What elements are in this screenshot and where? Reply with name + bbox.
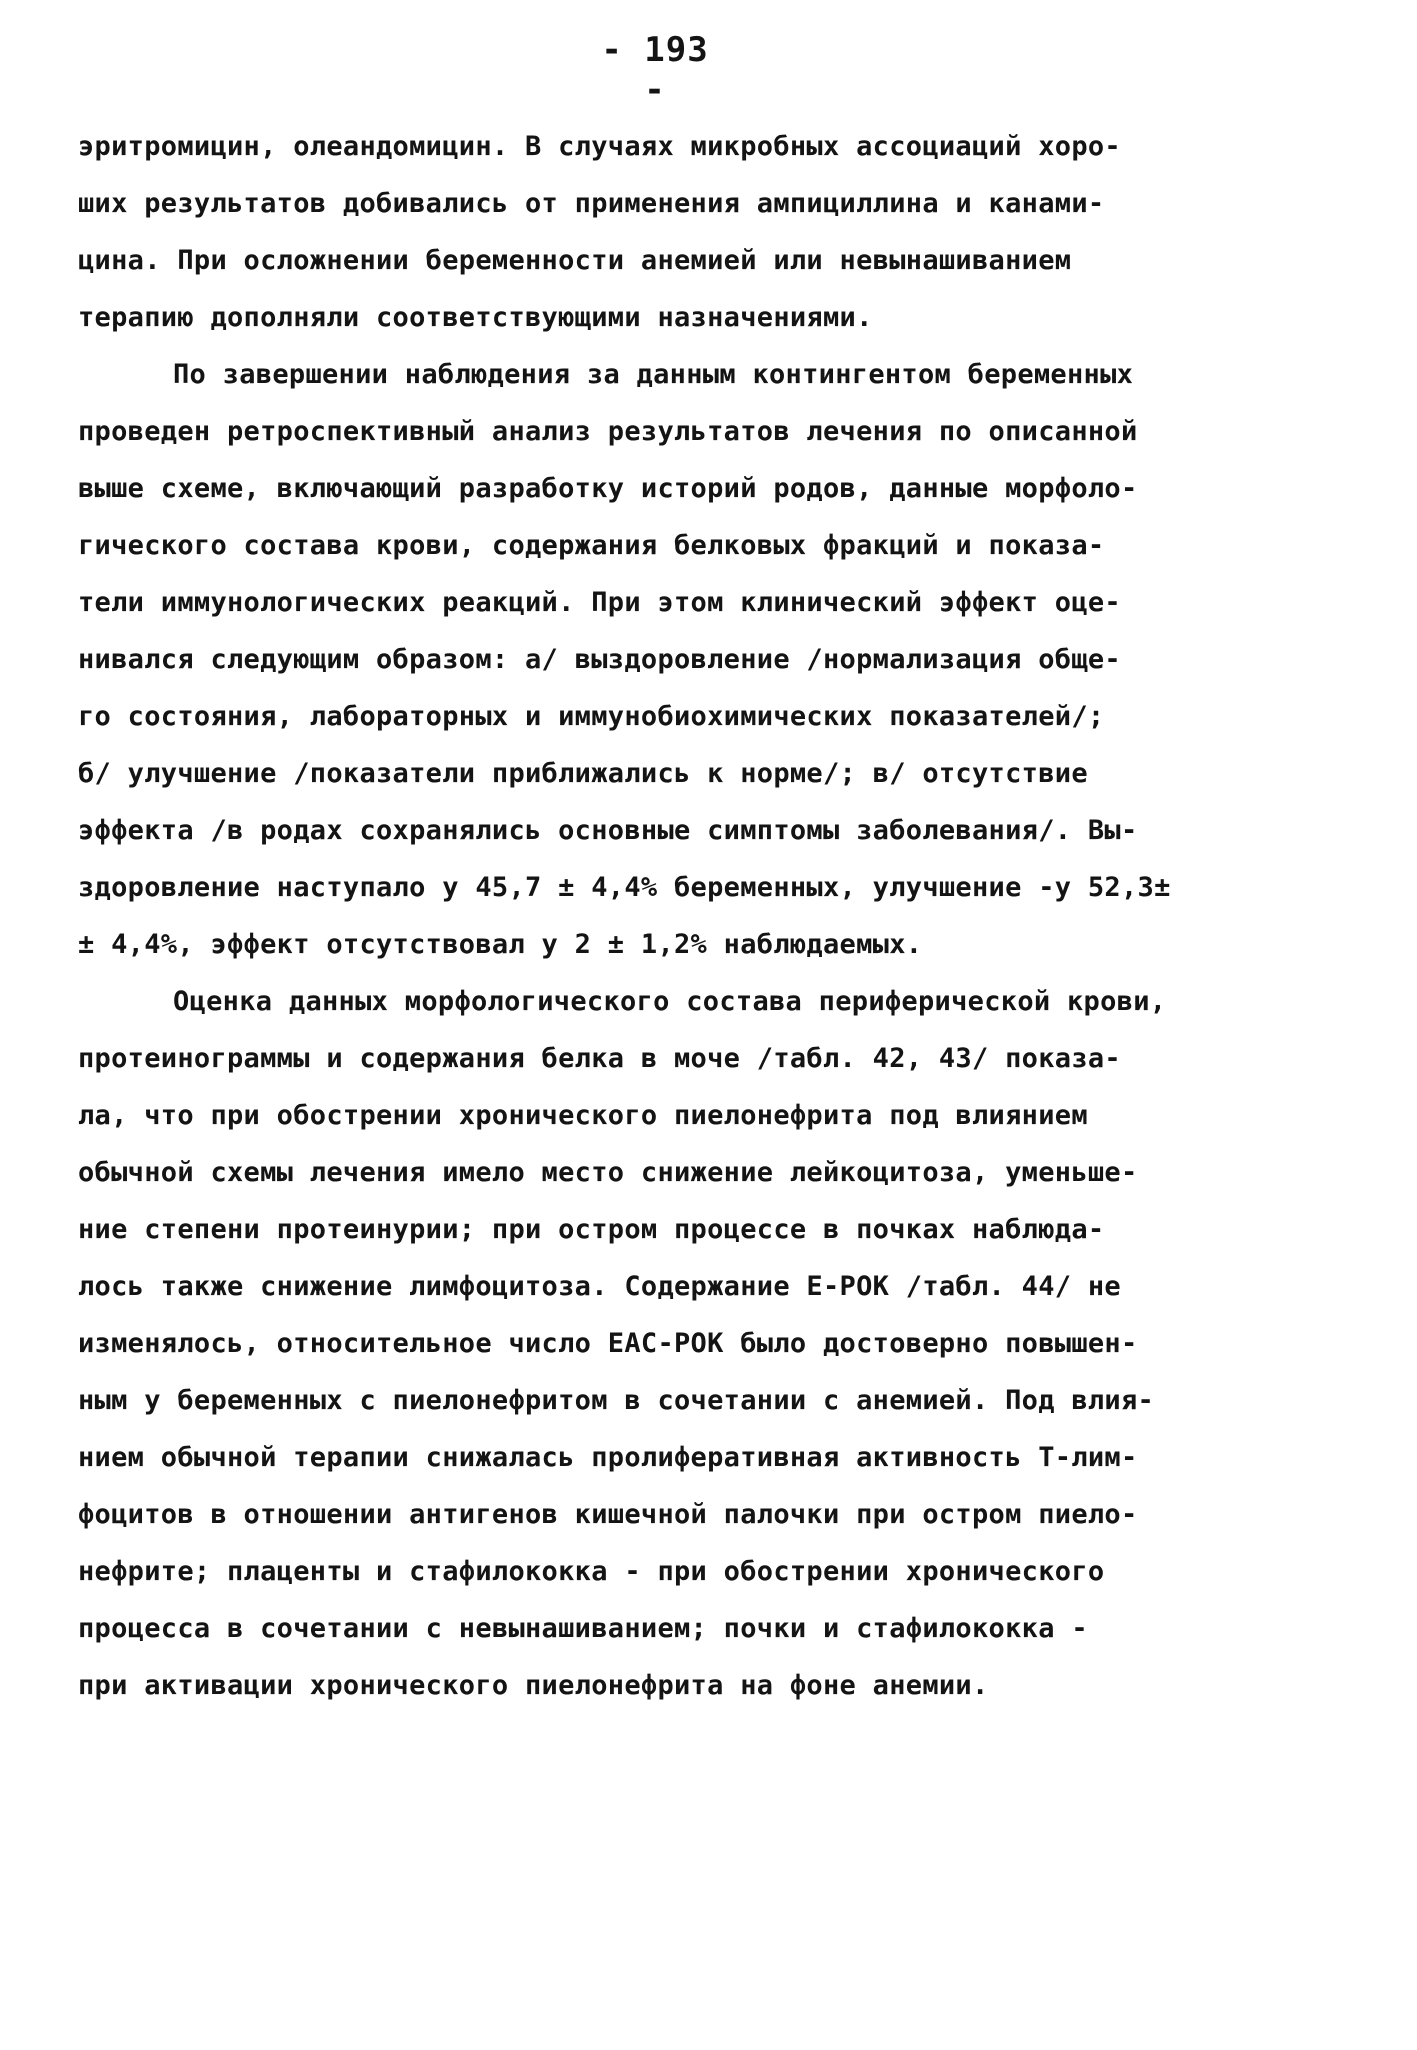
text-line: ние степени протеинурии; при остром процессе в почках наблюда-	[78, 1214, 1105, 1245]
text-line: нефрите; плаценты и стафилококка - при обострении хронического	[78, 1556, 1105, 1587]
text-line: обычной схемы лечения имело место снижение лейкоцитоза, уменьше-	[78, 1157, 1138, 1188]
text-line: при активации хронического пиелонефрита на фоне анемии.	[78, 1670, 989, 1701]
text-line: проведен ретроспективный анализ результатов лечения по описанной	[78, 416, 1138, 447]
text-line: ла, что при обострении хронического пиелонефрита под влиянием	[78, 1100, 1088, 1131]
text-line: нивался следующим образом: а/ выздоровление /нормализация обще-	[78, 644, 1121, 675]
text-line: протеинограммы и содержания белка в моче /табл. 42, 43/ показа-	[78, 1043, 1121, 1074]
text-line: цина. При осложнении беременности анемией или невынашиванием	[78, 245, 1072, 276]
text-line: нием обычной терапии снижалась пролиферативная активность Т-лим-	[78, 1442, 1138, 1473]
paragraph-start-line: По завершении наблюдения за данным контингентом беременных	[173, 359, 1134, 390]
text-line: ± 4,4%, эффект отсутствовал у 2 ± 1,2% наблюдаемых.	[78, 929, 923, 960]
text-line: фоцитов в отношении антигенов кишечной палочки при остром пиело-	[78, 1499, 1138, 1530]
text-line: гического состава крови, содержания белковых фракций и показа-	[78, 530, 1105, 561]
text-line: выше схеме, включающий разработку историй родов, данные морфоло-	[78, 473, 1138, 504]
text-line: лось также снижение лимфоцитоза. Содержание Е-РОК /табл. 44/ не	[78, 1271, 1121, 1302]
text-line: тели иммунологических реакций. При этом клинический эффект оце-	[78, 587, 1121, 618]
text-line: б/ улучшение /показатели приближались к норме/; в/ отсутствие	[78, 758, 1088, 789]
text-line: ших результатов добивались от применения ампициллина и канами-	[78, 188, 1105, 219]
text-line: ным у беременных с пиелонефритом в сочетании с анемией. Под влия-	[78, 1385, 1155, 1416]
text-line: процесса в сочетании с невынашиванием; почки и стафилококка -	[78, 1613, 1088, 1644]
page-number: - 193 -	[601, 30, 709, 110]
body-text	[78, 118, 1368, 1714]
text-line: эритромицин, олеандомицин. В случаях микробных ассоциаций хоро-	[78, 131, 1121, 162]
text-line: го состояния, лабораторных и иммунобиохимических показателей/;	[78, 701, 1105, 732]
text-line: терапию дополняли соответствующими назначениями.	[78, 302, 873, 333]
text-line: здоровление наступало у 45,7 ± 4,4% беременных, улучшение -у 52,3±	[78, 872, 1171, 903]
text-line: изменялось, относительное число ЕАС-РОК было достоверно повышен-	[78, 1328, 1138, 1359]
paragraph-start-line: Оценка данных морфологического состава периферической крови,	[173, 986, 1167, 1017]
text-line: эффекта /в родах сохранялись основные симптомы заболевания/. Вы-	[78, 815, 1138, 846]
